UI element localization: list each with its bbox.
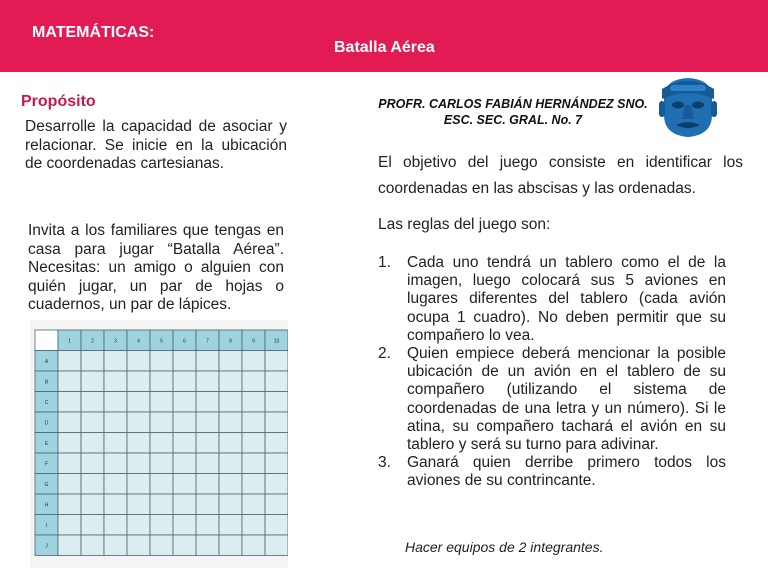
- board-cell: [81, 494, 104, 515]
- board-cell: [81, 412, 104, 433]
- board-cell: [265, 474, 288, 495]
- board-row-label: F: [44, 461, 49, 468]
- board-cell: [104, 371, 127, 392]
- board-cell: [150, 351, 173, 372]
- board-cell: [219, 453, 242, 474]
- board-cell: [104, 453, 127, 474]
- board-cell: [150, 535, 173, 556]
- rule-text: Ganará quien derribe primero todos los aviones de su contrincante.: [407, 454, 726, 490]
- board-cell: [242, 392, 265, 413]
- board-cell: [150, 453, 173, 474]
- page-title: Batalla Aérea: [334, 39, 435, 56]
- board-cell: [58, 494, 81, 515]
- board-cell: [58, 351, 81, 372]
- board-cell: [196, 371, 219, 392]
- board-column-label: 6: [183, 338, 186, 345]
- invite-text: Invita a los familiares que tengas en casa para jugar “Batalla Aérea”. Necesitas: un amigo o alguien con quién jugar, un par de hojas o cuadernos, un par de lápices.: [28, 222, 284, 313]
- board-cell: [265, 351, 288, 372]
- board-cell: [104, 412, 127, 433]
- board-cell: [196, 412, 219, 433]
- subject-label: MATEMÁTICAS:: [32, 24, 155, 41]
- board-cell: [58, 515, 81, 536]
- board-cell: [196, 494, 219, 515]
- board-row-label: J: [45, 543, 48, 550]
- board-cell: [196, 474, 219, 495]
- board-cell: [219, 392, 242, 413]
- board-column-label: 4: [137, 338, 140, 345]
- board-cell: [242, 515, 265, 536]
- board-cell: [58, 433, 81, 454]
- board-cell: [265, 392, 288, 413]
- board-row-label: H: [44, 502, 49, 509]
- rule-item: [378, 345, 726, 454]
- board-corner-cell: [35, 330, 58, 351]
- board-cell: [81, 453, 104, 474]
- rule-text: Quien empiece deberá mencionar la posible ubicación de un avión en el tablero de su compañero (utilizando el sistema de coordenadas de una letra y un número). Si le atina, su compañero tachará el avión en su tablero y será su turno para adivinar.: [407, 345, 726, 454]
- board-cell: [196, 515, 219, 536]
- board-cell: [173, 494, 196, 515]
- board-cell: [242, 453, 265, 474]
- board-cell: [173, 412, 196, 433]
- board-cell: [219, 412, 242, 433]
- board-cell: [127, 453, 150, 474]
- board-cell: [265, 535, 288, 556]
- board-cell: [196, 453, 219, 474]
- rule-item: [378, 454, 726, 490]
- board-cell: [173, 371, 196, 392]
- board-cell: [173, 392, 196, 413]
- board-row-label: I: [45, 522, 48, 529]
- board-cell: [127, 371, 150, 392]
- board-row-label: E: [44, 440, 49, 447]
- board-cell: [150, 412, 173, 433]
- board-cell: [58, 392, 81, 413]
- board-cell: [150, 371, 173, 392]
- board-cell: [196, 535, 219, 556]
- board-cell: [81, 474, 104, 495]
- board-column-label: 5: [160, 338, 163, 345]
- board-cell: [242, 412, 265, 433]
- olmec-head-icon: [656, 75, 720, 139]
- board-cell: [219, 494, 242, 515]
- board-cell: [150, 474, 173, 495]
- board-cell: [219, 371, 242, 392]
- board-row-label: B: [44, 379, 49, 386]
- board-column-label: 8: [229, 338, 232, 345]
- rules-intro: Las reglas del juego son:: [378, 216, 551, 233]
- board-column-label: 7: [206, 338, 209, 345]
- board-cell: [219, 535, 242, 556]
- board-cell: [219, 433, 242, 454]
- rule-number: 2.: [378, 345, 391, 363]
- board-cell: [242, 474, 265, 495]
- board-cell: [219, 351, 242, 372]
- board-cell: [127, 535, 150, 556]
- board-row-label: D: [44, 420, 49, 427]
- board-cell: [127, 433, 150, 454]
- rule-text: Cada uno tendrá un tablero como el de la imagen, luego colocará sus 5 aviones en lugares diferentes del tablero (cada avión ocupa 1 cuadro). No deben permitir que su compañero lo vea.: [407, 254, 726, 344]
- author-block: [378, 96, 648, 128]
- board-row-label: G: [44, 481, 49, 488]
- board-cell: [58, 474, 81, 495]
- board-cell: [58, 412, 81, 433]
- board-column-label: 2: [91, 338, 94, 345]
- board-cell: [127, 412, 150, 433]
- purpose-text: Desarrolle la capacidad de asociar y relacionar. Se inicie en la ubicación de coordenadas cartesianas.: [25, 118, 287, 172]
- rule-number: 1.: [378, 254, 391, 271]
- board-cell: [173, 351, 196, 372]
- board-cell: [173, 515, 196, 536]
- board-cell: [81, 351, 104, 372]
- board-cell: [242, 371, 265, 392]
- board-cell: [127, 494, 150, 515]
- board-cell: [81, 433, 104, 454]
- board-cell: [265, 412, 288, 433]
- coordinate-grid: [30, 320, 288, 568]
- board-cell: [104, 433, 127, 454]
- board-row-label: A: [44, 358, 49, 365]
- board-cell: [150, 433, 173, 454]
- board-column-label: 1: [68, 338, 71, 345]
- board-cell: [173, 474, 196, 495]
- objective-text: El objetivo del juego consiste en identificar los coordenadas en las abscisas y las ordenadas.: [378, 154, 743, 197]
- board-cell: [81, 371, 104, 392]
- board-cell: [81, 392, 104, 413]
- board-cell: [173, 433, 196, 454]
- rule-number: 3.: [378, 454, 391, 472]
- board-column-label: 10: [273, 338, 280, 345]
- purpose-heading: Propósito: [21, 93, 96, 110]
- author-name: PROFR. CARLOS FABIÁN HERNÁNDEZ SNO.: [378, 97, 648, 111]
- board-cell: [242, 535, 265, 556]
- board-cell: [196, 433, 219, 454]
- board-cell: [150, 515, 173, 536]
- board-cell: [127, 351, 150, 372]
- board-cell: [196, 351, 219, 372]
- team-note: Hacer equipos de 2 integrantes.: [405, 539, 604, 555]
- board-cell: [127, 392, 150, 413]
- board-cell: [242, 433, 265, 454]
- board-cell: [104, 351, 127, 372]
- board-cell: [265, 453, 288, 474]
- header-banner: [0, 0, 768, 72]
- board-cell: [173, 453, 196, 474]
- board-row-label: C: [44, 399, 49, 406]
- board-cell: [58, 453, 81, 474]
- board-cell: [242, 494, 265, 515]
- board-cell: [265, 433, 288, 454]
- board-cell: [127, 474, 150, 495]
- rules-list: [378, 254, 726, 491]
- board-cell: [127, 515, 150, 536]
- board-cell: [150, 392, 173, 413]
- board-cell: [81, 535, 104, 556]
- board-cell: [58, 371, 81, 392]
- board-cell: [104, 392, 127, 413]
- board-cell: [265, 371, 288, 392]
- board-cell: [58, 535, 81, 556]
- board-cell: [242, 351, 265, 372]
- board-cell: [81, 515, 104, 536]
- game-board-image: [30, 320, 288, 568]
- board-cell: [150, 494, 173, 515]
- board-cell: [104, 515, 127, 536]
- board-cell: [173, 535, 196, 556]
- board-cell: [219, 474, 242, 495]
- board-cell: [265, 515, 288, 536]
- rule-item: [378, 254, 726, 345]
- board-cell: [104, 474, 127, 495]
- board-cell: [219, 515, 242, 536]
- board-cell: [104, 535, 127, 556]
- board-column-label: 9: [252, 338, 255, 345]
- school-name: ESC. SEC. GRAL. No. 7: [443, 113, 583, 127]
- board-cell: [104, 494, 127, 515]
- board-cell: [196, 392, 219, 413]
- board-column-label: 3: [114, 338, 117, 345]
- board-cell: [265, 494, 288, 515]
